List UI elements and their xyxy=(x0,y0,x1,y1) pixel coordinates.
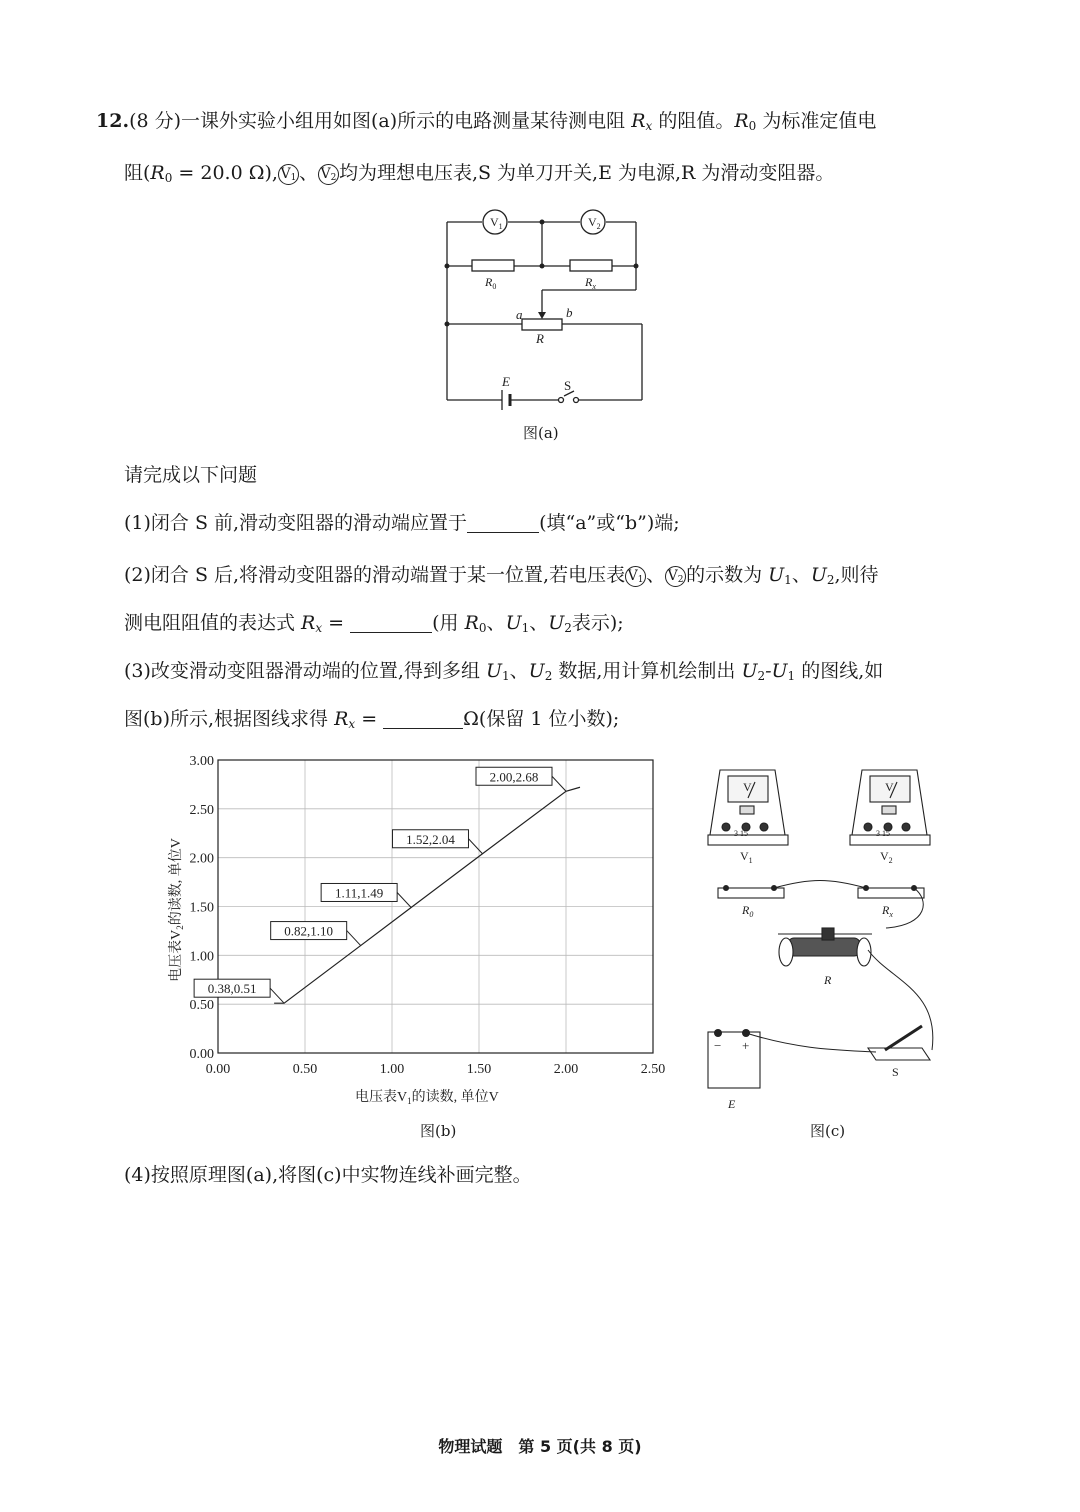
y-tick-label: 3.00 xyxy=(189,754,214,769)
y-tick-label: 1.00 xyxy=(189,949,214,965)
figure-c-caption: 图(c) xyxy=(810,1122,846,1140)
y-tick-label: 2.50 xyxy=(189,802,214,818)
y-tick-label: 0.00 xyxy=(189,1047,214,1062)
data-label-leader xyxy=(270,988,284,1003)
meter-2-dial-letter: V xyxy=(885,780,894,794)
rheostat-device xyxy=(778,928,872,966)
data-label: 2.00,2.68 xyxy=(489,769,539,785)
answer-blank-3[interactable] xyxy=(383,708,463,729)
switch-contact xyxy=(559,398,564,403)
subquestion-2-line-1: (2)闭合 S 后,将滑动变阻器的滑动端置于某一位置,若电压表 $V_1$ 、 $V_2$ 的示数为 $U_1$、$U_2$,则待 xyxy=(124,564,879,587)
v1-device-label: $V_1$ xyxy=(740,849,753,865)
x-tick-label: 1.50 xyxy=(466,1062,492,1077)
subquestion-4: (4)按照原理图(a),将图(c)中实物连线补画完整。 xyxy=(124,1164,532,1186)
x-tick-label: 0.00 xyxy=(205,1062,231,1077)
x-tick-label: 1.00 xyxy=(379,1062,405,1077)
rx-device-label: $R_x$ xyxy=(882,903,893,919)
figure-b-caption: 图(b) xyxy=(420,1122,457,1140)
chart-ticks xyxy=(190,754,666,1077)
switch-contact xyxy=(574,398,579,403)
question-number: 12. xyxy=(96,110,130,132)
answer-blank-2[interactable] xyxy=(350,612,432,633)
v2-label: $V_2$ xyxy=(588,215,601,231)
junction-dot xyxy=(445,264,450,269)
figure-a-caption: 图(a) xyxy=(523,424,559,442)
voltmeter-v1-symbol: $V_1$ xyxy=(625,566,646,587)
x-axis-label: 电压表$V_1$的读数, 单位V xyxy=(355,1090,499,1106)
u2-u1-chart xyxy=(150,745,690,1110)
data-labels xyxy=(194,767,566,1003)
junction-dot xyxy=(445,322,450,327)
chart-grid xyxy=(218,760,653,1053)
x-tick-label: 2.50 xyxy=(640,1062,666,1077)
x-tick-label: 2.00 xyxy=(553,1062,579,1077)
switch-device xyxy=(868,1026,930,1060)
switch-label: S xyxy=(564,378,572,393)
junction-dot xyxy=(634,264,639,269)
apparatus-figure-c xyxy=(700,760,950,1120)
series-line xyxy=(274,787,580,1003)
question-line-2: 阻($R_0 = 20.0$ Ω), $V_1$ 、 $V_2$ 均为理想电压表,S 为单刀开关,E 为电源,R 为滑动变阻器。 xyxy=(124,162,835,185)
rheostat-label: R xyxy=(536,331,544,346)
battery-minus-label: − xyxy=(714,1038,722,1053)
data-label-leader xyxy=(347,931,361,946)
data-label-leader xyxy=(468,839,482,854)
data-label-leader xyxy=(397,892,411,907)
y-tick-label: 0.50 xyxy=(189,998,214,1014)
wires xyxy=(746,881,933,1053)
y-tick-label: 2.00 xyxy=(189,851,214,867)
rx-label: $R_x$ xyxy=(585,275,596,291)
subquestion-3-line-1: (3)改变滑动变阻器滑动端的位置,得到多组 $U_1$、$U_2$ 数据,用计算机绘制出 $U_2-U_1$ 的图线,如 xyxy=(124,660,884,683)
resistor-rx xyxy=(570,260,612,271)
terminal-b-label: b xyxy=(566,305,573,320)
answer-blank-1[interactable] xyxy=(467,512,539,533)
resistor-r0 xyxy=(472,260,514,271)
switch-device-label: S xyxy=(892,1065,899,1079)
rheostat-device-label: R xyxy=(824,973,832,987)
rheostat-r xyxy=(522,319,562,330)
battery-label: E xyxy=(502,374,510,389)
junction-dot xyxy=(540,220,545,225)
voltmeter-v1-symbol: $V_1$ xyxy=(278,164,299,185)
data-label: 0.82,1.10 xyxy=(284,923,334,939)
meter-1-scale: 3 15 xyxy=(734,829,748,838)
y-axis-label: 电压表$V_2$的读数, 单位V xyxy=(169,838,185,982)
battery-plus-label: + xyxy=(742,1038,750,1053)
v1-label: $V_1$ xyxy=(490,215,503,231)
data-label-leader xyxy=(552,776,566,791)
circuit-diagram-a xyxy=(430,200,670,450)
r0-device-label: $R_0$ xyxy=(742,903,754,919)
slider-arrow-icon xyxy=(538,312,546,319)
subquestion-2-line-2: 测电阻阻值的表达式 $R_x$ = (用 $R_0$、$U_1$、$U_2$表示); xyxy=(124,612,624,635)
data-label: 0.38,0.51 xyxy=(207,981,257,997)
question-line-1: 12.(8 分)一课外实验小组用如图(a)所示的电路测量某待测电阻 $R_x$ 的阻值。$R_0$ 为标准定值电 xyxy=(96,110,877,133)
meter-1-dial-letter: V xyxy=(743,780,752,794)
battery-device-label: E xyxy=(728,1097,736,1111)
v2-device-label: $V_2$ xyxy=(880,849,893,865)
voltmeter-v2-symbol: $V_2$ xyxy=(665,566,686,587)
r0-label: $R_0$ xyxy=(485,275,497,291)
subquestion-1: (1)闭合 S 前,滑动变阻器的滑动端应置于 (填“a”或“b”)端; xyxy=(124,512,680,534)
data-label: 1.11,1.49 xyxy=(334,885,384,901)
x-tick-label: 0.50 xyxy=(292,1062,318,1077)
page-footer: 物理试题 第 5 页(共 8 页) xyxy=(438,1437,642,1456)
subquestion-3-line-2: 图(b)所示,根据图线求得 $R_x = \Omega$(保留 1 位小数); xyxy=(124,708,620,731)
data-label: 1.52,2.04 xyxy=(406,831,455,847)
y-tick-label: 1.50 xyxy=(189,900,214,916)
meter-2-scale: 3 15 xyxy=(876,829,890,838)
voltmeter-v2-symbol: $V_2$ xyxy=(318,164,339,185)
terminal-a-label: a xyxy=(516,307,523,322)
junction-dot xyxy=(540,264,545,269)
prompt-text: 请完成以下问题 xyxy=(124,464,258,486)
